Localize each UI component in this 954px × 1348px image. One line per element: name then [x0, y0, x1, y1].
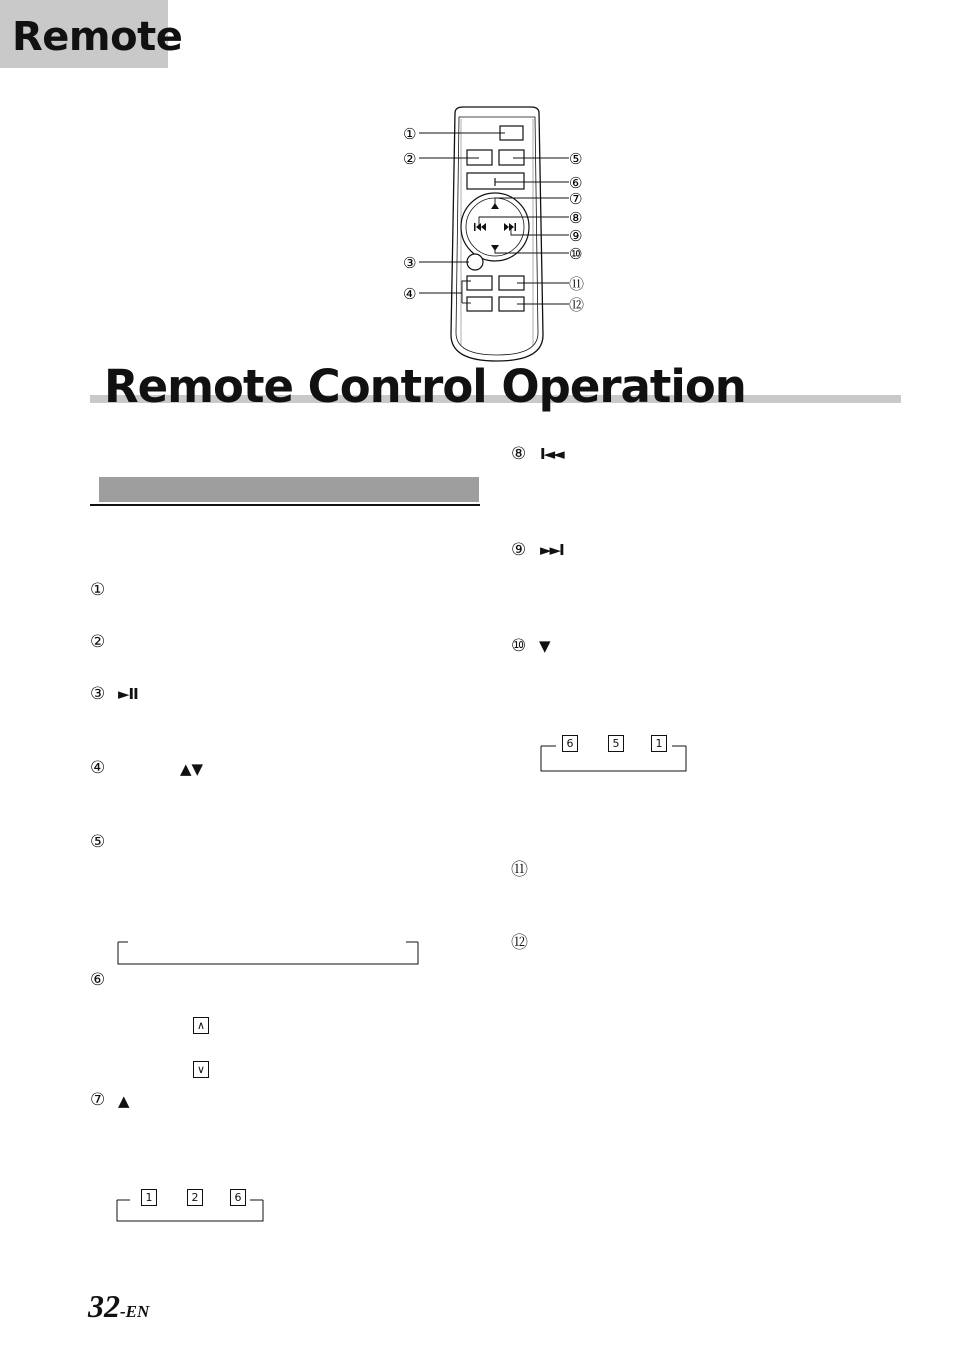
- cycle-key-5: 5: [608, 735, 624, 752]
- item-10-number: ⑩: [511, 636, 527, 656]
- up-arrow-icon: ▲: [118, 1092, 130, 1110]
- item-9-number: ⑨: [511, 540, 527, 560]
- play-pause-icon: ►II: [118, 685, 138, 703]
- wide-button-mark: I: [493, 176, 497, 189]
- cycle-key-6: 6: [562, 735, 578, 752]
- remote-control-figure: [395, 105, 595, 367]
- page-title: Remote Control Operation: [104, 360, 746, 413]
- callout-5: ⑤: [569, 150, 583, 168]
- item-2-number: ②: [90, 632, 106, 652]
- down-key-icon: ∨: [193, 1061, 209, 1078]
- cycle-key-1: 1: [141, 1189, 157, 1206]
- callout-9: ⑨: [569, 227, 583, 245]
- up-key-icon: ∧: [193, 1017, 209, 1034]
- item-6-number: ⑥: [90, 970, 106, 990]
- section-tab-label: Remote: [12, 14, 183, 60]
- item-12-number: ⑫: [511, 933, 528, 953]
- callout-7: ⑦: [569, 190, 583, 208]
- item-3-number: ③: [90, 684, 106, 704]
- callout-4: ④: [403, 285, 417, 303]
- callout-11: ⑪: [569, 275, 585, 293]
- page-number-suffix: -EN: [120, 1302, 150, 1321]
- callout-12: ⑫: [569, 296, 585, 314]
- section-divider: [90, 504, 480, 506]
- callout-8: ⑧: [569, 209, 583, 227]
- cycle-key-2: 2: [187, 1189, 203, 1206]
- callout-2: ②: [403, 150, 417, 168]
- down-arrow-icon: ▼: [539, 637, 551, 655]
- callout-1: ①: [403, 125, 417, 143]
- page-number: [88, 1288, 149, 1325]
- section-heading-bar: [99, 477, 479, 502]
- callout-6: ⑥: [569, 174, 583, 192]
- item-11-number: ⑪: [511, 860, 528, 880]
- item-8-number: ⑧: [511, 444, 527, 464]
- item-7-number: ⑦: [90, 1090, 106, 1110]
- item-4-number: ④: [90, 758, 106, 778]
- up-down-icon: ▲▼: [180, 760, 204, 778]
- callout-3: ③: [403, 254, 417, 272]
- previous-track-icon: I◄◄: [540, 445, 563, 463]
- item-1-number: ①: [90, 580, 106, 600]
- callout-10: ⑩: [569, 245, 583, 263]
- page-number-value: 32: [88, 1288, 120, 1324]
- section-tab: [0, 0, 183, 68]
- item-5-bracket: [116, 940, 422, 968]
- next-track-icon: ►►I: [540, 541, 563, 559]
- cycle-key-1b: 1: [651, 735, 667, 752]
- item-5-number: ⑤: [90, 832, 106, 852]
- cycle-key-3: 6: [230, 1189, 246, 1206]
